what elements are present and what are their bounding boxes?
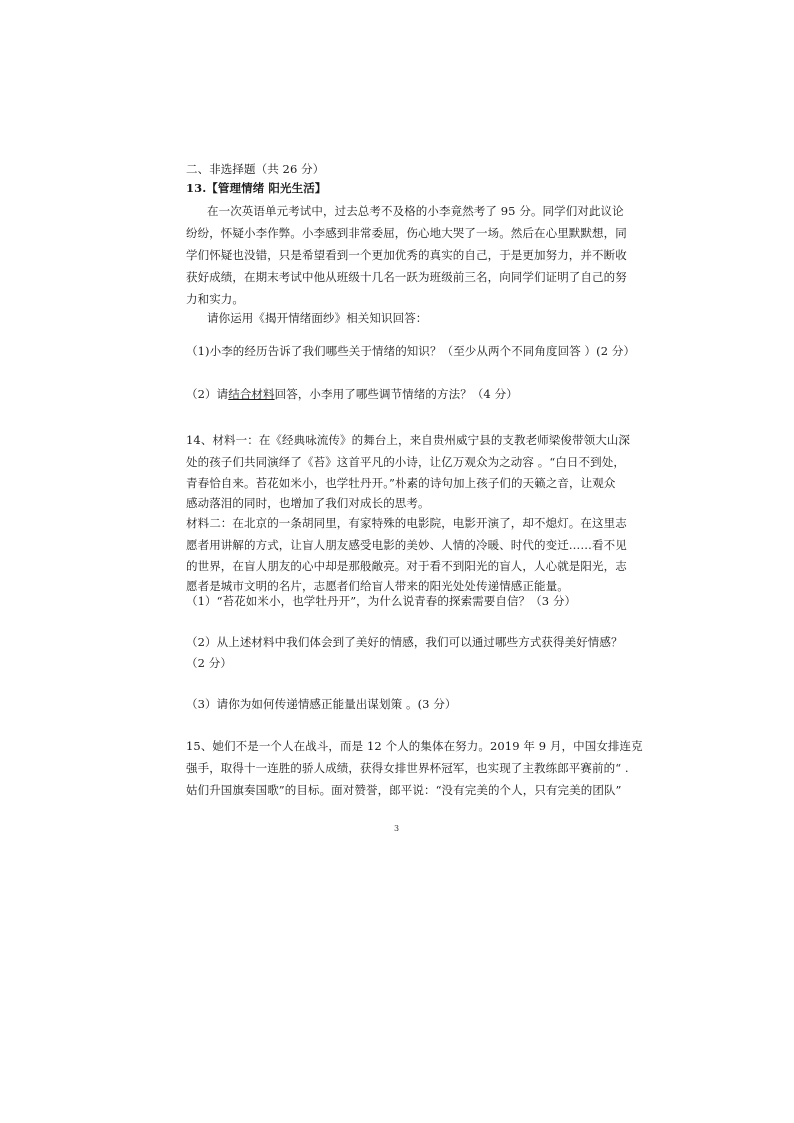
q14-sub-question-3: （3）请你为如何传递情感正能量出谋划策 。(3 分） bbox=[186, 697, 457, 711]
q13-sub-question-1: （1)小李的经历告诉了我们哪些关于情绪的知识？（至少从两个不同角度回答 ）(2 分） bbox=[186, 344, 636, 358]
q13-para-line: 力和实力。 bbox=[186, 292, 244, 306]
q13-title: 13.【管理情绪 阳光生活】 bbox=[186, 181, 327, 195]
q13-prompt: 请你运用《揭开情绪面纱》相关知识回答： bbox=[207, 311, 428, 325]
q14-material-line: 愿者是城市文明的名片，志愿者们给盲人带来的阳光处处传递情感正能量。 bbox=[186, 579, 569, 593]
q14-material-line: 14、材料一：在《经典咏流传》的舞台上，来自贵州威宁县的支教老师梁俊带领大山深 bbox=[186, 433, 631, 447]
q14-sub-question-1: （1）“苔花如米小，也学牡丹开”，为什么说青春的探索需要自信？（3 分） bbox=[186, 594, 577, 608]
q13-sub-question-2 bbox=[186, 389, 518, 401]
q14-material-line: 感动落泪的同时，也增加了我们对成长的思考。 bbox=[186, 496, 430, 510]
q14-material-line: 愿者用讲解的方式，让盲人朋友感受电影的美妙、人情的冷暖、时代的变迁……看不见 bbox=[186, 538, 627, 552]
section-header: 二、非选择题（共 26 分） bbox=[186, 162, 325, 176]
q15-line: 强手，取得十一连胜的骄人成绩，获得女排世界杯冠军，也实现了主教练郎平赛前的“ . bbox=[186, 761, 629, 775]
q13-para-line: 在一次英语单元考试中，过去总考不及格的小李竟然考了 95 分。同学们对此议论 bbox=[207, 204, 624, 218]
q15-line: 姑们升国旗奏国歌”的目标。面对赞誉，郎平说：“没有完美的个人，只有完美的团队” bbox=[186, 783, 622, 797]
q13-sub2-suffix: 回答，小李用了哪些调节情绪的方法？（4 分） bbox=[274, 387, 518, 401]
q13-para-line: 获好成绩，在期末考试中他从班级十几名一跃为班级前三名，向同学们证明了自己的努 bbox=[186, 270, 627, 284]
page-number: 3 bbox=[394, 824, 400, 833]
q14-material-line: 材料二：在北京的一条胡同里，有家特殊的电影院，电影开演了，却不熄灯。在这里志 bbox=[186, 516, 627, 530]
q15-line: 15、她们不是一个人在战斗，而是 12 个人的集体在努力。2019 年 9 月，中国女排连克 bbox=[186, 739, 643, 753]
q13-sub2-underlined: 结合材料 bbox=[228, 387, 275, 401]
q13-para-line: 纷纷，怀疑小李作弊。小李感到非常委屈，伤心地大哭了一场。然后在心里默默想，同 bbox=[186, 226, 627, 240]
q14-material-line: 的世界，在盲人朋友的心中却是那般敞亮。对于看不到阳光的盲人，人心就是阳光，志 bbox=[186, 559, 627, 573]
q14-sub-question-2-points: （2 分） bbox=[186, 656, 232, 670]
q14-sub-question-2: （2）从上述材料中我们体会到了美好的情感，我们可以通过哪些方式获得美好情感？ bbox=[186, 635, 623, 649]
q13-sub2-prefix: （2）请 bbox=[186, 387, 229, 401]
q14-material-line: 处的孩子们共同演绎了《苔》这首平凡的小诗，让亿万观众为之动容 。“白日不到处， bbox=[186, 455, 625, 469]
q13-para-line: 学们怀疑也没错，只是希望看到一个更加优秀的真实的自己，于是更加努力，并不断收 bbox=[186, 248, 627, 262]
q14-material-line: 青春恰自来。苔花如米小，也学牡丹开。”朴素的诗句加上孩子们的天籁之音，让观众 bbox=[186, 476, 616, 490]
